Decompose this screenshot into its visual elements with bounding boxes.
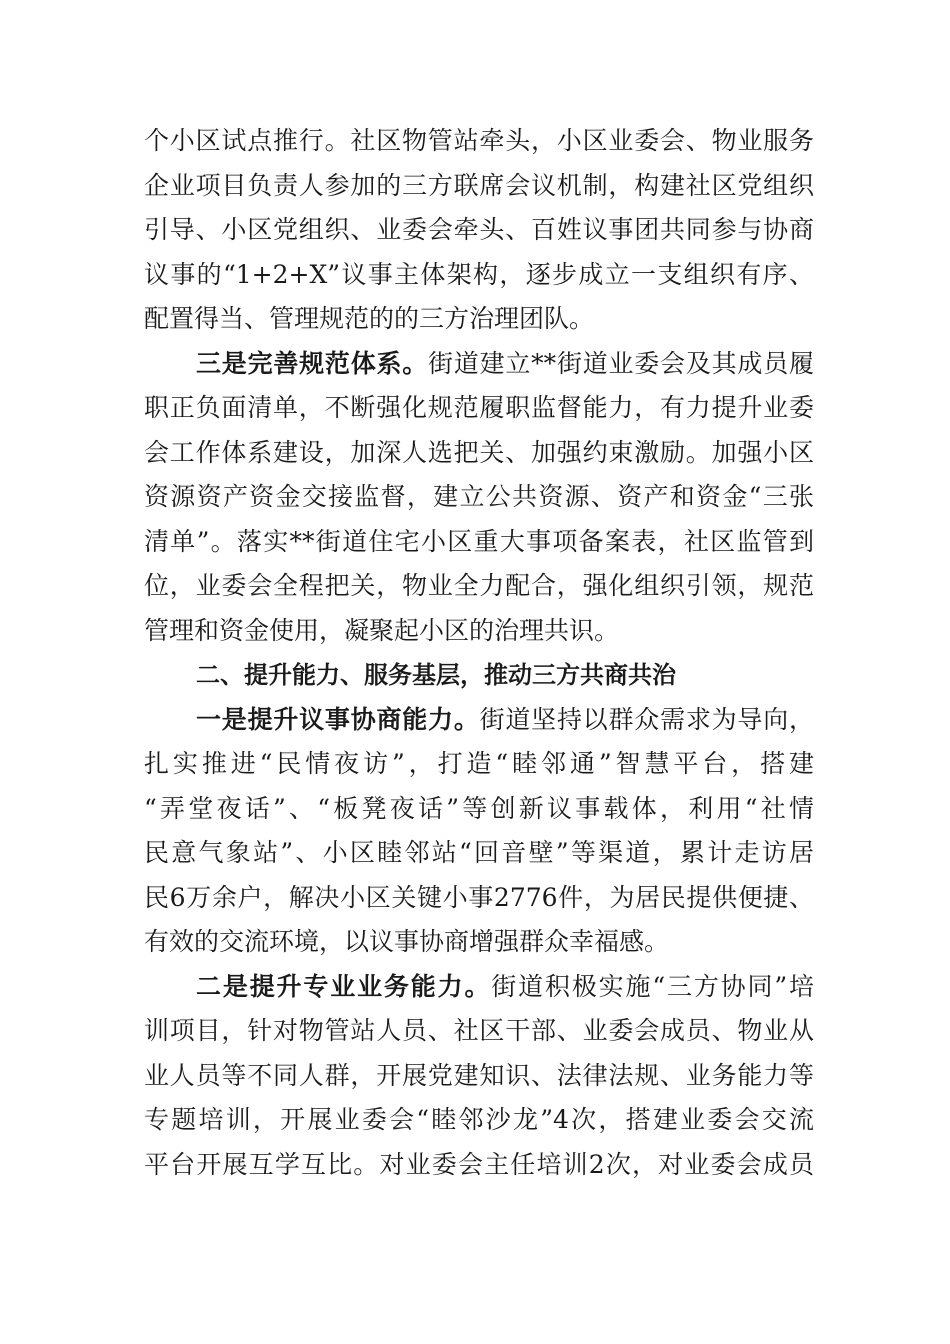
paragraph-2-line-5: 清单”。落实**街道住宅小区重大事项备案表，社区监管到	[144, 526, 814, 556]
paragraph-4-line-1	[144, 965, 814, 1010]
paragraph-2-first-rest: 街道建立**街道业委会及其成员履	[428, 348, 814, 378]
paragraph-4-first-rest: 街道积极实施“三方协同”培	[491, 971, 814, 1001]
document-body	[144, 119, 814, 1187]
paragraph-4-lead: 二是提升专业业务能力。	[196, 971, 492, 1001]
paragraph-2-line-2: 职正负面清单，不断强化规范履职监督能力，有力提升业委	[144, 393, 814, 422]
paragraph-3-line-1	[144, 698, 814, 743]
paragraph-1-line-2: 企业项目负责人参加的三方联席会议机制，构建社区党组织	[144, 170, 814, 200]
paragraph-2-line-4: 资源资产资金交接监督，建立公共资源、资产和资金“三张	[144, 482, 814, 511]
paragraph-2-lead: 三是完善规范体系。	[196, 348, 429, 378]
paragraph-3-first-rest: 街道坚持以群众需求为导向，	[479, 704, 814, 734]
paragraph-1-line-4: 议事的“1+2+X”议事主体架构，逐步成立一支组织有序、	[144, 259, 814, 289]
paragraph-3-line-3: “弄堂夜话”、“板凳夜话”等创新议事载体，利用“社情	[144, 793, 814, 823]
paragraph-3-line-4: 民意气象站”、小区睦邻站“回音壁”等渠道，累计走访居	[144, 838, 814, 867]
paragraph-4-line-5: 平台开展互学互比。对业委会主任培训2次，对业委会成员	[144, 1149, 814, 1179]
paragraph-2-line-7: 管理和资金使用，凝聚起小区的治理共识。	[144, 615, 620, 645]
paragraph-4-line-4: 专题培训，开展业委会“睦邻沙龙”4次，搭建业委会交流	[144, 1105, 814, 1134]
paragraph-2-line-1	[144, 342, 814, 387]
section-heading: 二、提升能力、服务基层，推动三方共商共治	[196, 661, 676, 689]
paragraph-3-line-6: 有效的交流环境，以议事协商增强群众幸福感。	[144, 927, 670, 956]
paragraph-4-line-2: 训项目，针对物管站人员、社区干部、业委会成员、物业从	[144, 1016, 814, 1045]
paragraph-1-line-3: 引导、小区党组织、业委会牵头、百姓议事团共同参与协商	[144, 215, 814, 244]
paragraph-4-line-3: 业人员等不同人群，开展党建知识、法律法规、业务能力等	[144, 1060, 814, 1090]
paragraph-2-line-3: 会工作体系建设，加深人选把关、加强约束激励。加强小区	[144, 437, 814, 467]
paragraph-3-line-2: 扎实推进“民情夜访”，打造“睦邻通”智慧平台，搭建	[144, 749, 814, 778]
paragraph-3-line-5: 民6万余户，解决小区关键小事2776件，为居民提供便捷、	[144, 882, 814, 912]
paragraph-2-line-6: 位，业委会全程把关，物业全力配合，强化组织引领，规范	[144, 571, 814, 600]
paragraph-1-line-1: 个小区试点推行。社区物管站牵头，小区业委会、物业服务	[144, 126, 814, 155]
paragraph-3-lead: 一是提升议事协商能力。	[196, 704, 480, 734]
paragraph-1-line-5: 配置得当、管理规范的的三方治理团队。	[144, 304, 595, 333]
